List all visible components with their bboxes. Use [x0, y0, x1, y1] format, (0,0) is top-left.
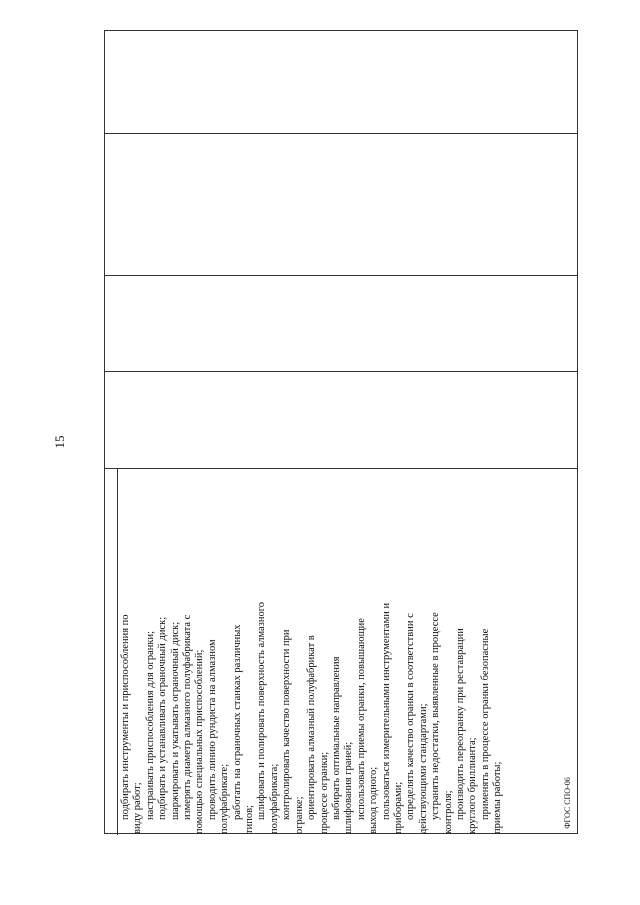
table-row-divider [105, 468, 577, 469]
table-column-divider [117, 468, 118, 835]
skill-line: контролировать качество поверхности при [281, 629, 293, 820]
skill-line: измерять диаметр алмазного полуфабриката с [182, 614, 194, 820]
skill-line: шлифовать и полировать поверхность алмазного [256, 601, 268, 820]
skill-line: ориентировать алмазный полуфабрикат в [306, 635, 318, 820]
skill-line: работать на ограночных станках различных [231, 624, 243, 820]
skill-line: действующими стандартами; [417, 703, 429, 834]
competency-table [104, 30, 578, 834]
skill-line: настраивать приспособления для огранки; [144, 630, 156, 820]
table-row-divider [105, 371, 577, 372]
skill-line: проводить линию рундиста на алмазном [206, 639, 218, 820]
skill-line: подбирать и устанавливать ограночный диск; [157, 616, 169, 820]
skill-line: выбирать оптимальные направления [330, 656, 342, 820]
table-row-divider [105, 275, 577, 276]
skills-cell [120, 496, 563, 834]
skill-line: приемы работы; [492, 761, 504, 834]
skill-line: полуфабриката; [268, 763, 280, 834]
skill-line: полуфабрикате; [219, 763, 231, 834]
skills-list [120, 496, 563, 834]
skill-line: пользоваться измерительными инструментами и [380, 602, 392, 820]
skill-line: определять качество огранки в соответствии с [405, 613, 417, 820]
table-row-divider [105, 133, 577, 134]
skill-line: круглого бриллианта; [467, 737, 479, 834]
skill-line: применять в процессе огранки безопасные [479, 628, 491, 820]
skill-line: выход годного; [368, 766, 380, 834]
skill-line: огранке; [293, 796, 305, 834]
skill-line: виду работ; [132, 782, 144, 834]
skill-line: типов; [244, 805, 256, 834]
skill-line: приборами; [392, 781, 404, 834]
skill-line: производить переогранку при реставрации [454, 628, 466, 820]
skill-line: шлифования граней; [343, 741, 355, 834]
skill-line: помощью специальных приспособлений; [194, 649, 206, 834]
skill-line: шаржировать и укатывать ограночный диск; [169, 621, 181, 820]
skill-line: процессе огранки; [318, 751, 330, 834]
page-number: 15 [52, 435, 67, 449]
footer-code: ФГОС СПО-06 [563, 777, 572, 829]
skill-line: использовать приемы огранки, повышающие [355, 618, 367, 820]
skill-line: контроля; [442, 790, 454, 834]
skill-line: устранять недостатки, выявленные в процессе [430, 612, 442, 820]
skill-line: подбирать инструменты и приспособления по [120, 614, 131, 820]
